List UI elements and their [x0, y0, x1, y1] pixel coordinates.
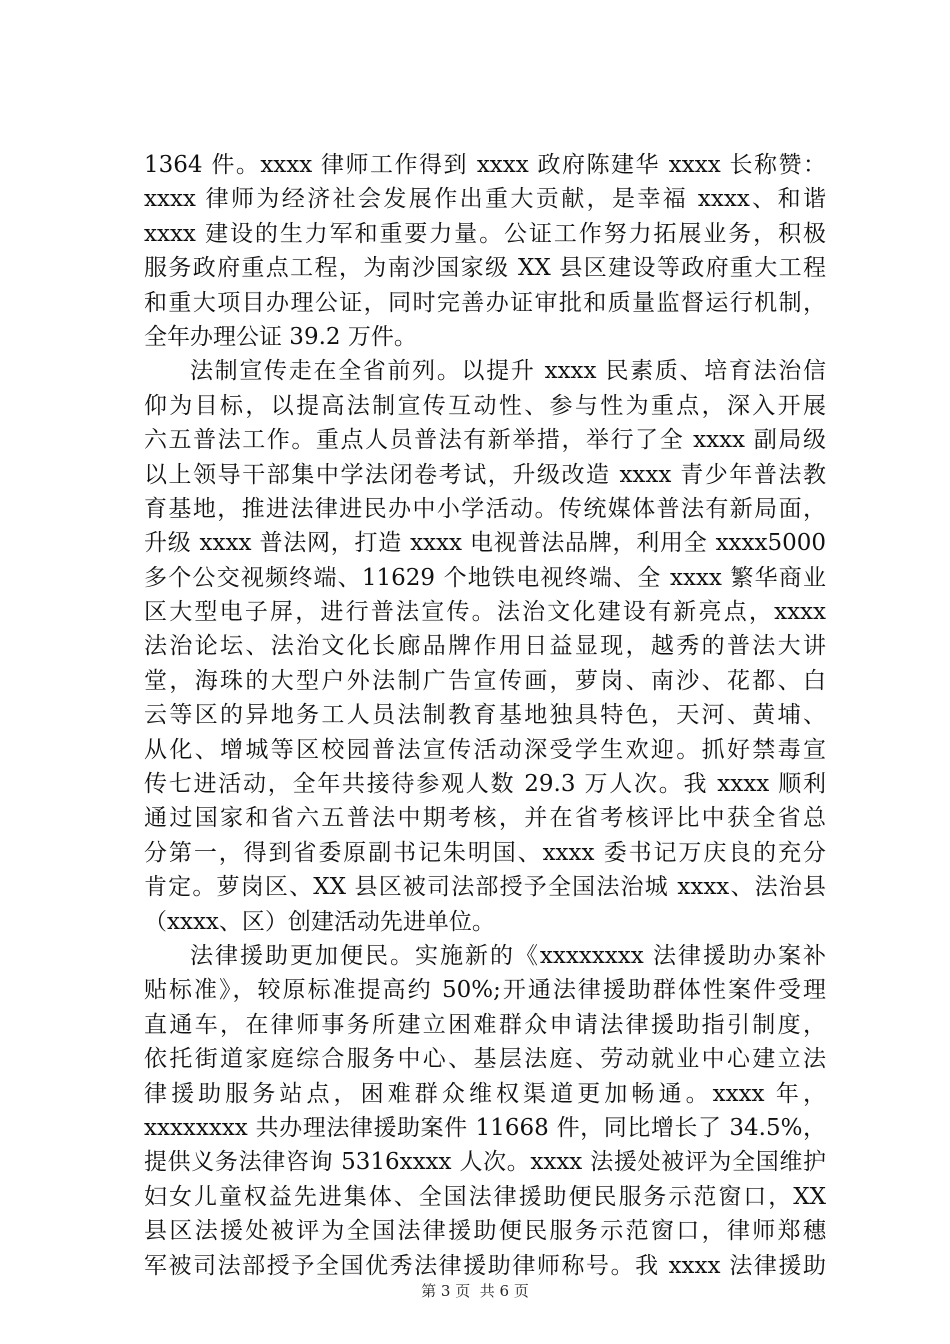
- text-line: 和重大项目办理公证，同时完善办证审批和质量监督运行机制，: [144, 289, 826, 316]
- text-line: 以上领导干部集中学法闭卷考试，升级改造 xxxx 青少年普法教: [144, 461, 826, 488]
- page-footer: [0, 1280, 950, 1301]
- text-line: 肯定。萝岗区、XX 县区被司法部授予全国法治城 xxxx、法治县: [144, 874, 826, 901]
- text-line: xxxx 律师为经济社会发展作出重大贡献，是幸福 xxxx、和谐: [144, 186, 826, 213]
- text-line: xxxxxxxx 共办理法律援助案件 11668 件，同比增长了 34.5%，: [144, 1114, 826, 1141]
- text-line: 分第一，得到省委原副书记朱明国、xxxx 委书记万庆良的充分: [144, 839, 826, 866]
- text-line: 律援助服务站点，困难群众维权渠道更加畅通。xxxx 年，: [144, 1080, 826, 1107]
- paragraph-3: [144, 939, 826, 1283]
- text-line: 多个公交视频终端、11629 个地铁电视终端、全 xxxx 繁华商业: [144, 564, 826, 591]
- text-line: 传七进活动，全年共接待参观人数 29.3 万人次。我 xxxx 顺利: [144, 771, 826, 798]
- text-line: 从化、增城等区校园普法宣传活动深受学生欢迎。抓好禁毒宣: [144, 736, 826, 763]
- text-line: 贴标准》，较原标准提高约 50%;开通法律援助群体性案件受理: [144, 977, 826, 1004]
- text-line: 提供义务法律咨询 5316xxxx 人次。xxxx 法援处被评为全国维护: [144, 1149, 826, 1176]
- text-line: 妇女儿童权益先进集体、全国法律援助便民服务示范窗口，XX: [144, 1183, 826, 1210]
- text-line: 全年办理公证 39.2 万件。: [144, 323, 417, 350]
- text-line: 区大型电子屏，进行普法宣传。法治文化建设有新亮点，xxxx: [144, 599, 826, 626]
- text-line: 1364 件。xxxx 律师工作得到 xxxx 政府陈建华 xxxx 长称赞：: [144, 152, 826, 178]
- paragraph-2: [144, 354, 826, 939]
- text-line: 育基地，推进法律进民办中小学活动。传统媒体普法有新局面，: [144, 495, 826, 522]
- text-line: 升级 xxxx 普法网，打造 xxxx 电视普法品牌，利用全 xxxx5000: [144, 530, 826, 557]
- text-line: 六五普法工作。重点人员普法有新举措，举行了全 xxxx 副局级: [144, 427, 826, 454]
- text-line: 县区法援处被评为全国法律援助便民服务示范窗口，律师郑穗: [144, 1218, 826, 1245]
- text-line: 依托街道家庭综合服务中心、基层法庭、劳动就业中心建立法: [144, 1046, 826, 1073]
- text-line: 军被司法部授予全国优秀法律援助律师称号。我 xxxx 法律援助: [144, 1252, 826, 1279]
- text-line: xxxx 建设的生力军和重要力量。公证工作努力拓展业务，积极: [144, 220, 826, 247]
- text-line: 法律援助更加便民。实施新的《xxxxxxxx 法律援助办案补: [190, 942, 826, 969]
- text-line: 堂，海珠的大型户外法制广告宣传画，萝岗、南沙、花都、白: [144, 667, 826, 694]
- text-line: 服务政府重点工程，为南沙国家级 XX 县区建设等政府重大工程: [144, 255, 826, 282]
- text-line: 仰为目标，以提高法制宣传互动性、参与性为重点，深入开展: [144, 392, 826, 419]
- text-line: 法制宣传走在全省前列。以提升 xxxx 民素质、培育法治信: [190, 358, 826, 385]
- document-body: [144, 148, 826, 1283]
- text-line: 云等区的异地务工人员法制教育基地独具特色，天河、黄埔、: [144, 702, 826, 729]
- text-line: 法治论坛、法治文化长廊品牌作用日益显现，越秀的普法大讲: [144, 633, 826, 660]
- text-line: 直通车，在律师事务所建立困难群众申请法律援助指引制度，: [144, 1011, 826, 1038]
- text-line: 通过国家和省六五普法中期考核，并在省考核评比中获全省总: [144, 805, 826, 832]
- page-number: 第 3 页 共 6 页: [421, 1282, 529, 1300]
- paragraph-1: [144, 148, 826, 354]
- text-line: （xxxx、区）创建活动先进单位。: [144, 908, 495, 935]
